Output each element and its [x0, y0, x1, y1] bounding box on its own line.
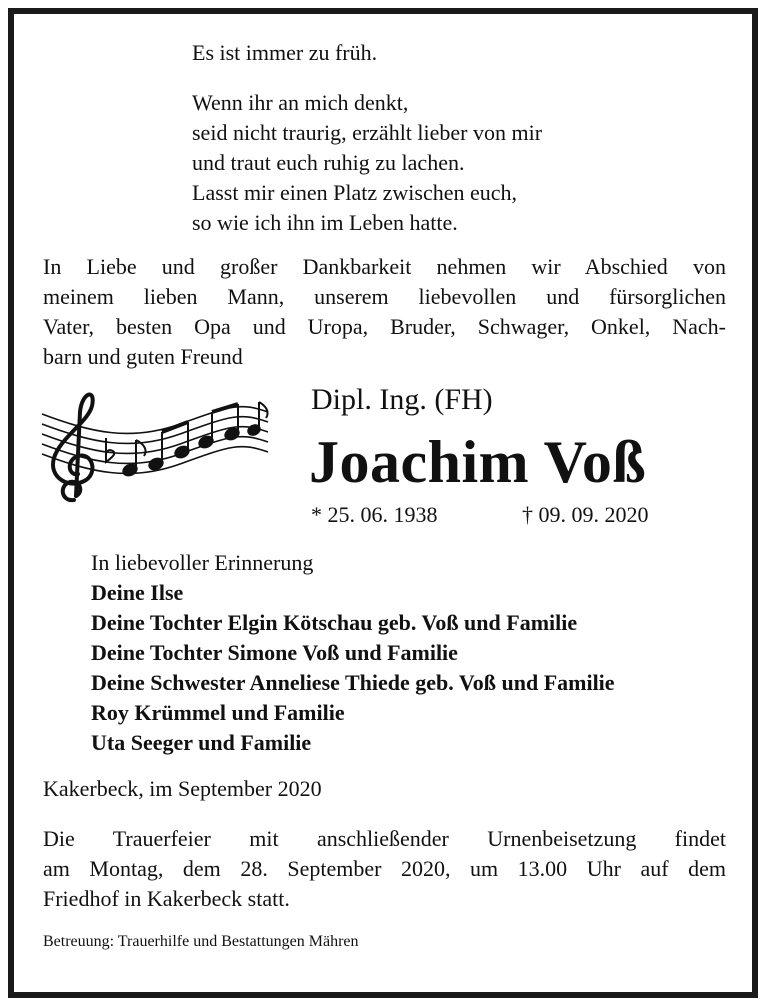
mourner-name: Deine Ilse	[91, 580, 184, 605]
poem-line: seid nicht traurig, erzählt lieber von mir	[192, 120, 543, 145]
mourner-name: Deine Tochter Simone Voß und Familie	[91, 640, 458, 665]
mourners-heading: In liebevoller Erinnerung	[91, 550, 314, 575]
poem	[192, 38, 542, 238]
mourner-name: Roy Krümmel und Familie	[91, 700, 345, 725]
poem-line: Es ist immer zu früh.	[192, 40, 378, 65]
funeral-info	[43, 824, 726, 914]
mourners-list	[91, 548, 615, 758]
poem-line: Wenn ihr an mich denkt,	[192, 90, 409, 115]
intro-line: In Liebe und großer Dankbarkeit nehmen wir Abschied von	[43, 254, 726, 279]
funeral-line: Die Trauerfeier mit anschließender Urnenbeisetzung findet	[43, 826, 726, 851]
care-provider: Betreuung: Trauerhilfe und Bestattungen Mähren	[43, 933, 359, 950]
birth-date: * 25. 06. 1938	[311, 502, 438, 527]
mourner-name: Deine Schwester Anneliese Thiede geb. Voß und Familie	[91, 670, 615, 695]
academic-title: Dipl. Ing. (FH)	[311, 383, 493, 416]
intro-line: meinem lieben Mann, unserem liebevollen und fürsorglichen	[43, 284, 726, 309]
poem-line: und traut euch ruhig zu lachen.	[192, 150, 465, 175]
poem-line: Lasst mir einen Platz zwischen euch,	[192, 180, 518, 205]
intro-line: Vater, besten Opa und Uropa, Bruder, Schwager, Onkel, Nach-	[43, 314, 726, 339]
intro-line: barn und guten Freund	[43, 344, 243, 369]
music-notes-staff-icon	[40, 382, 272, 522]
funeral-line: Friedhof in Kakerbeck statt.	[43, 886, 290, 911]
mourner-name: Deine Tochter Elgin Kötschau geb. Voß und Familie	[91, 610, 578, 635]
poem-line: so wie ich ihn im Leben hatte.	[192, 210, 458, 235]
funeral-line: am Montag, dem 28. September 2020, um 13.00 Uhr auf dem	[43, 856, 726, 881]
deceased-name: Joachim Voß	[309, 429, 647, 495]
place-date: Kakerbeck, im September 2020	[43, 776, 322, 801]
death-date: † 09. 09. 2020	[522, 502, 649, 527]
mourner-name: Uta Seeger und Familie	[91, 730, 312, 755]
intro-paragraph	[43, 252, 726, 372]
